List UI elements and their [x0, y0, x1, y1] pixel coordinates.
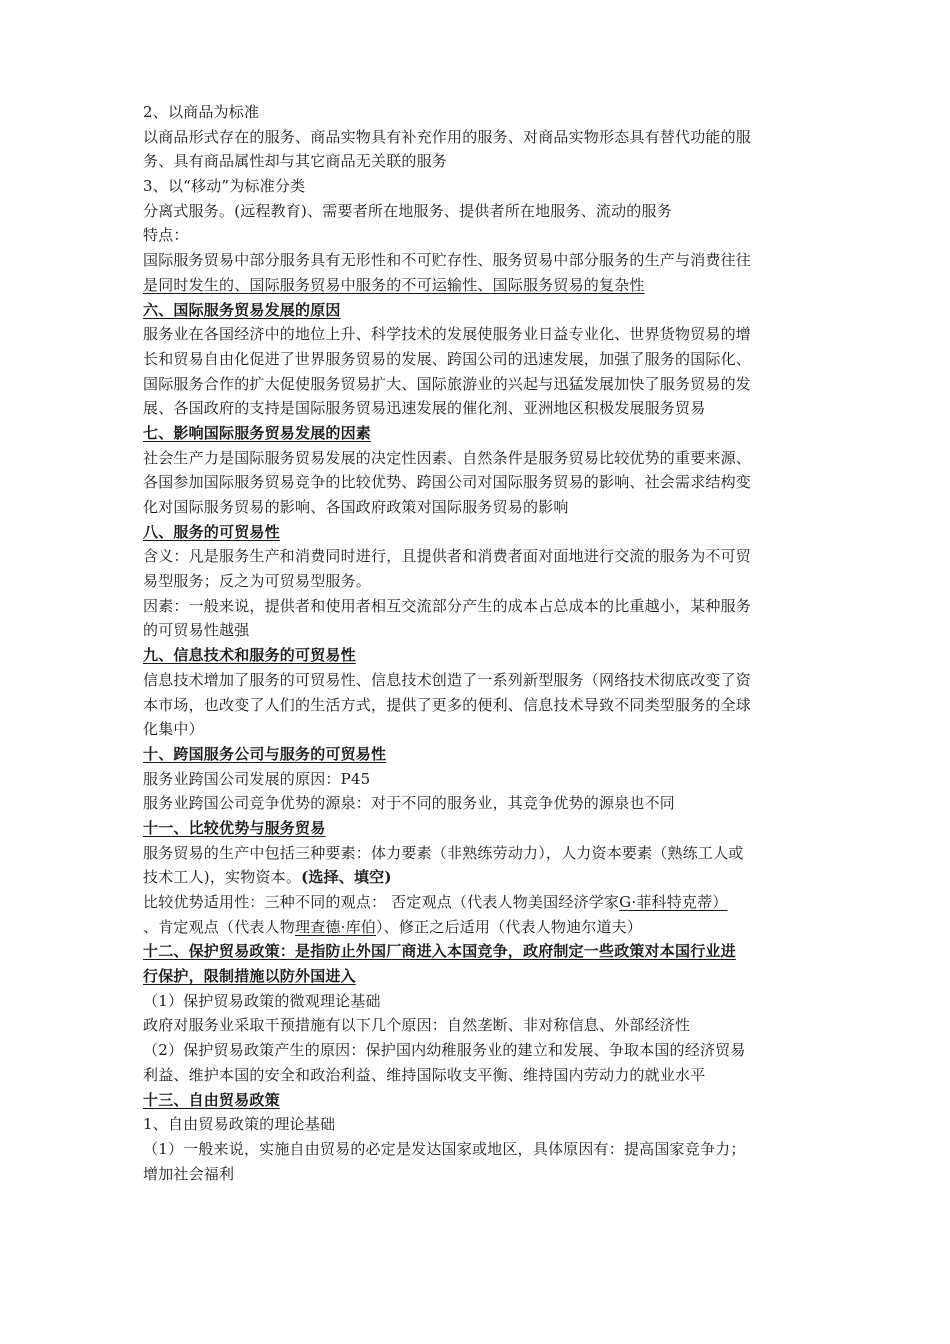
- section-3-title: 3、以“移动”为标准分类: [143, 177, 306, 196]
- document-page: [143, 100, 811, 1186]
- paragraph-line: [143, 865, 811, 890]
- paragraph-line: 化集中）: [143, 720, 204, 739]
- section-2-body: 务、具有商品属性却与其它商品无关联的服务: [143, 152, 448, 171]
- paragraph-line: 服务业跨国公司竞争优势的源泉：对于不同的服务业，其竞争优势的源泉也不同: [143, 794, 676, 813]
- paragraph-line: 1、自由贸易政策的理论基础: [143, 1115, 336, 1134]
- paragraph-line: 含义：凡是服务生产和消费同时进行，且提供者和消费者面对面地进行交流的服务为不可贸: [143, 547, 752, 566]
- section-2-title: 2、以商品为标准: [143, 103, 260, 121]
- paragraph-line: 化对国际服务贸易的影响、各国政府政策对国际服务贸易的影响: [143, 498, 569, 516]
- paragraph-line: （2）保护贸易政策产生的原因：保护国内幼稚服务业的建立和发展、争取本国的经济贸易: [143, 1041, 746, 1060]
- paragraph-line: 服务业跨国公司发展的原因：P45: [143, 769, 371, 788]
- paragraph-line: 增加社会福利: [143, 1164, 235, 1183]
- text-run: 、肯定观点（代表人物: [143, 917, 296, 936]
- paragraph-line: [143, 915, 811, 940]
- heading-9: 九、信息技术和服务的可贸易性: [143, 646, 356, 665]
- paragraph-line: 的可贸易性越强: [143, 621, 250, 640]
- features-body: 国际服务贸易中部分服务具有无形性和不可贮存性、服务贸易中部分服务的生产与消费往往: [143, 251, 752, 270]
- paragraph-line: 因素：一般来说，提供者和使用者相互交流部分产生的成本占总成本的比重越小，某种服务: [143, 596, 752, 615]
- emphasis-text: (选择、填空): [301, 868, 392, 887]
- text-run: 比较优势适用性：三种不同的观点： 否定观点（代表人物美国经济学家: [143, 893, 620, 911]
- paragraph-line: 利益、维护本国的安全和政治利益、维持国际收支平衡、维持国内劳动力的就业水平: [143, 1065, 706, 1084]
- paragraph-line: 国际服务合作的扩大促使服务贸易扩大、国际旅游业的兴起与迅猛发展加快了服务贸易的发: [143, 374, 752, 393]
- text-run: ）、修正之后适用（代表人物迪尔道夫）: [375, 917, 643, 936]
- features-label: 特点：: [143, 226, 189, 245]
- paragraph-line: 易型服务；反之为可贸易型服务。: [143, 572, 372, 591]
- heading-10: 十、跨国服务公司与服务的可贸易性: [143, 744, 387, 763]
- paragraph-line: 信息技术增加了服务的可贸易性、信息技术创造了一系列新型服务（网络技术彻底改变了资: [143, 670, 752, 689]
- paragraph-line: 服务业在各国经济中的地位上升、科学技术的发展使服务业日益专业化、世界货物贸易的增: [143, 325, 752, 344]
- text-run: 技术工人)，实物资本。: [143, 868, 302, 887]
- heading-7: 七、影响国际服务贸易发展的因素: [143, 423, 372, 442]
- heading-13: 十三、自由贸易政策: [143, 1090, 280, 1109]
- heading-8: 八、服务的可贸易性: [143, 522, 280, 541]
- paragraph-line: （1）保护贸易政策的微观理论基础: [143, 991, 381, 1010]
- paragraph-line: 展、各国政府的支持是国际服务贸易迅速发展的催化剂、亚洲地区积极发展服务贸易: [143, 399, 706, 418]
- section-2-body: 以商品形式存在的服务、商品实物具有补充作用的服务、对商品实物形态具有替代功能的服: [143, 127, 752, 146]
- paragraph-line: 社会生产力是国际服务贸易发展的决定性因素、自然条件是服务贸易比较优势的重要来源、: [143, 448, 752, 467]
- heading-12: 十二、保护贸易政策：是指防止外国厂商进入本国竞争，政府制定一些政策对本国行业进: [143, 942, 736, 961]
- paragraph-line: [143, 890, 811, 915]
- paragraph-line: （1）一般来说，实施自由贸易的必定是发达国家或地区，具体原因有：提高国家竞争力；: [143, 1139, 746, 1158]
- heading-6: 六、国际服务贸易发展的原因: [143, 300, 341, 319]
- paragraph-line: 本市场，也改变了人们的生活方式，提供了更多的便利、信息技术导致不同类型服务的全球: [143, 695, 752, 714]
- underlined-name: 理查德·库伯: [295, 917, 376, 936]
- heading-12: 行保护，限制措施以防外国进入: [143, 967, 356, 986]
- features-body: 是同时发生的、国际服务贸易中服务的不可运输性、国际服务贸易的复杂性: [143, 275, 645, 294]
- paragraph-line: 服务贸易的生产中包括三种要素：体力要素（非熟练劳动力），人力资本要素（熟练工人或: [143, 843, 744, 862]
- section-3-body: 分离式服务。(远程教育)、需要者所在地服务、提供者所在地服务、流动的服务: [143, 201, 672, 220]
- paragraph-line: 各国参加国际服务贸易竞争的比较优势、跨国公司对国际服务贸易的影响、社会需求结构变: [143, 473, 752, 492]
- paragraph-line: 政府对服务业采取干预措施有以下几个原因：自然垄断、非对称信息、外部经济性: [143, 1016, 691, 1035]
- heading-11: 十一、比较优势与服务贸易: [143, 818, 326, 837]
- paragraph-line: 长和贸易自由化促进了世界服务贸易的发展、跨国公司的迅速发展，加强了服务的国际化、: [143, 349, 752, 368]
- underlined-name: G·菲科特克蒂）: [619, 893, 728, 911]
